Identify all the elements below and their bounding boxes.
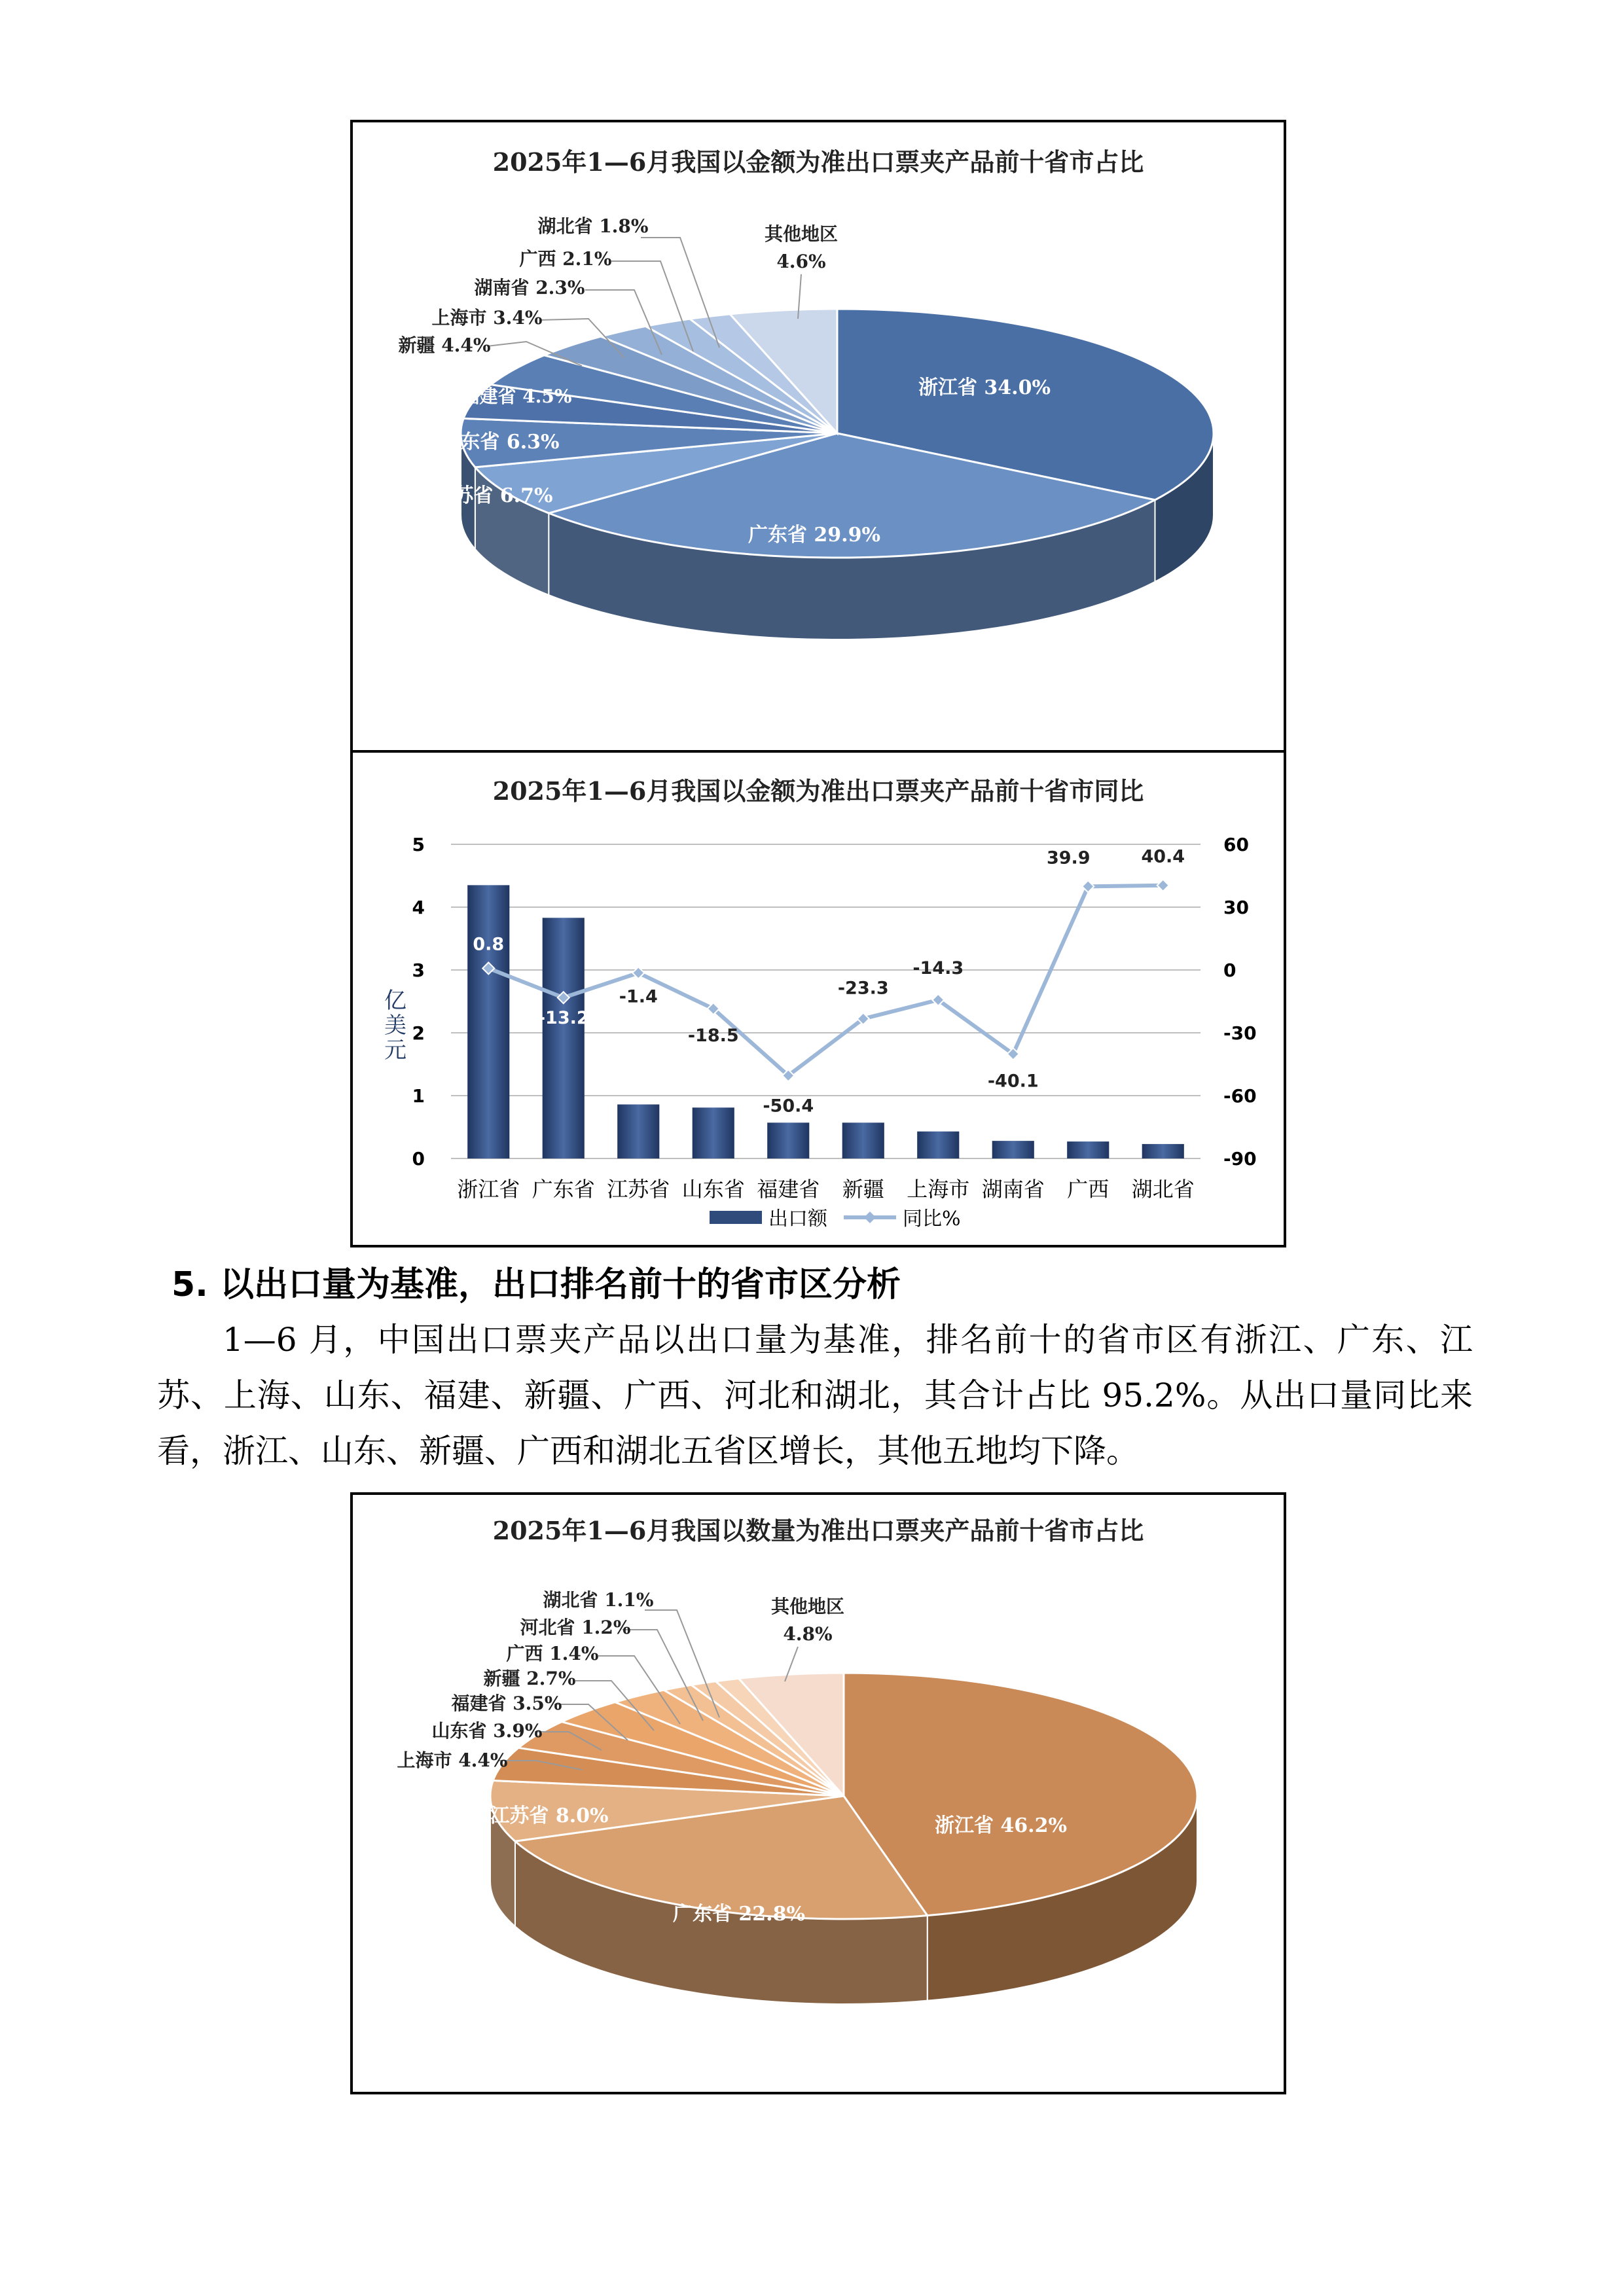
legend-label: 同比% bbox=[903, 1208, 961, 1230]
category-label: 湖南省 bbox=[981, 1177, 1045, 1202]
right-tick-label: 30 bbox=[1223, 897, 1249, 918]
pie-label: 河北省 1.2% bbox=[520, 1617, 631, 1638]
bar-9 bbox=[1142, 1144, 1184, 1158]
data-label: -14.3 bbox=[912, 958, 964, 978]
pie-label: 4.6% bbox=[776, 251, 826, 272]
pie-label: 其他地区 bbox=[770, 1596, 845, 1617]
section-heading: 5. 以出口量为基准，出口排名前十的省市区分析 bbox=[171, 1265, 901, 1304]
pie-top bbox=[490, 1673, 1197, 1919]
left-tick-label: 1 bbox=[412, 1085, 425, 1107]
quantity-share-pie-chart bbox=[350, 1492, 1286, 2094]
pie-label: 江苏省 8.0% bbox=[490, 1804, 609, 1827]
bar-5 bbox=[842, 1122, 884, 1158]
yoy-line bbox=[488, 886, 1163, 1076]
data-label: -18.5 bbox=[687, 1026, 739, 1047]
chart-title: 2025年1—6月我国以金额为准出口票夹产品前十省市占比 bbox=[492, 147, 1144, 177]
data-label: -23.3 bbox=[837, 978, 889, 999]
legend bbox=[710, 1208, 961, 1230]
value-yoy-combo bbox=[353, 753, 1289, 1250]
legend-swatch-bar bbox=[710, 1211, 762, 1224]
legend-marker bbox=[864, 1211, 876, 1223]
y-axis-label: 亿美元 bbox=[384, 988, 406, 1064]
category-label: 新疆 bbox=[842, 1177, 884, 1202]
pie-label: 江苏省 6.7% bbox=[434, 484, 553, 507]
data-label: 0.8 bbox=[473, 934, 505, 955]
right-tick-label: 0 bbox=[1223, 960, 1236, 981]
line-markers bbox=[482, 880, 1169, 1082]
pie-label: 福建省 3.5% bbox=[451, 1693, 562, 1714]
quantity-share-pie bbox=[353, 1495, 1289, 2097]
data-label: 39.9 bbox=[1046, 848, 1091, 869]
pie-label: 湖北省 1.8% bbox=[537, 215, 649, 237]
legend-label: 出口额 bbox=[768, 1208, 827, 1230]
category-label: 上海市 bbox=[907, 1177, 970, 1202]
line-point-8 bbox=[1082, 880, 1094, 892]
pie-label: 广东省 22.8% bbox=[672, 1903, 806, 1926]
right-tick-label: -30 bbox=[1223, 1022, 1257, 1044]
category-label: 福建省 bbox=[757, 1177, 820, 1202]
left-tick-label: 5 bbox=[412, 834, 425, 855]
right-tick-label: -90 bbox=[1223, 1148, 1257, 1170]
pie-label: 浙江省 34.0% bbox=[918, 376, 1051, 399]
pie-label: 湖北省 1.1% bbox=[543, 1589, 654, 1611]
pie-label: 湖南省 2.3% bbox=[474, 277, 585, 298]
bar-3 bbox=[693, 1107, 734, 1158]
line-point-9 bbox=[1157, 880, 1169, 891]
value-share-pie-chart bbox=[350, 120, 1286, 753]
category-labels bbox=[457, 1177, 1195, 1202]
category-label: 浙江省 bbox=[457, 1177, 520, 1202]
chart-title: 2025年1—6月我国以数量为准出口票夹产品前十省市占比 bbox=[492, 1516, 1144, 1545]
paragraph-text: 1—6 月，中国出口票夹产品以出口量为基准，排名前十的省市区有浙江、广东、江苏、上海、山东、福建、新疆、广西、河北和湖北，其合计占比 95.2%。从出口量同比来看，浙江、山东、新疆、广西和湖北五省区增长，其他五地均下降。 bbox=[157, 1321, 1473, 1470]
right-tick-label: -60 bbox=[1223, 1085, 1257, 1107]
pie-label: 福建省 4.5% bbox=[461, 386, 572, 407]
category-label: 广西 bbox=[1067, 1177, 1110, 1202]
category-label: 山东省 bbox=[681, 1177, 745, 1202]
data-label: -40.1 bbox=[987, 1071, 1039, 1092]
left-tick-label: 3 bbox=[412, 960, 425, 981]
bar-2 bbox=[617, 1104, 659, 1158]
category-label: 湖北省 bbox=[1131, 1177, 1195, 1202]
pie-label: 其他地区 bbox=[764, 223, 839, 245]
section-paragraph bbox=[157, 1312, 1473, 1479]
bar-0 bbox=[467, 885, 509, 1158]
data-label: 40.4 bbox=[1141, 846, 1185, 867]
left-tick-label: 4 bbox=[412, 897, 425, 918]
pie-label: 广东省 29.9% bbox=[748, 524, 881, 547]
pie-label: 新疆 4.4% bbox=[398, 334, 491, 356]
category-label: 江苏省 bbox=[607, 1177, 670, 1202]
bar-1 bbox=[543, 918, 585, 1158]
value-yoy-combo-chart bbox=[350, 750, 1286, 1247]
category-label: 广东省 bbox=[532, 1177, 595, 1202]
right-tick-label: 60 bbox=[1223, 834, 1249, 855]
data-label: -50.4 bbox=[763, 1096, 814, 1117]
pie-label: 4.8% bbox=[783, 1623, 833, 1645]
bar-8 bbox=[1067, 1141, 1109, 1158]
pie-label: 上海市 4.4% bbox=[397, 1749, 508, 1771]
pie-label: 广西 2.1% bbox=[519, 248, 612, 270]
value-share-pie bbox=[353, 122, 1289, 755]
pie-label: 山东省 3.9% bbox=[431, 1720, 543, 1742]
pie-label: 新疆 2.7% bbox=[483, 1668, 576, 1689]
pie-label: 浙江省 46.2% bbox=[934, 1814, 1068, 1837]
left-tick-label: 0 bbox=[412, 1148, 425, 1170]
bar-4 bbox=[767, 1122, 809, 1158]
pie-label: 山东省 6.3% bbox=[441, 431, 560, 454]
data-label: -13.2 bbox=[537, 1008, 589, 1029]
bar-6 bbox=[917, 1132, 959, 1158]
pie-label: 上海市 3.4% bbox=[431, 307, 543, 329]
chart-title: 2025年1—6月我国以金额为准出口票夹产品前十省市同比 bbox=[492, 776, 1144, 806]
pie-label: 广西 1.4% bbox=[506, 1643, 599, 1664]
data-label: -1.4 bbox=[619, 986, 658, 1007]
bar-7 bbox=[992, 1141, 1034, 1158]
left-tick-label: 2 bbox=[412, 1022, 425, 1044]
pie-top bbox=[461, 309, 1214, 558]
